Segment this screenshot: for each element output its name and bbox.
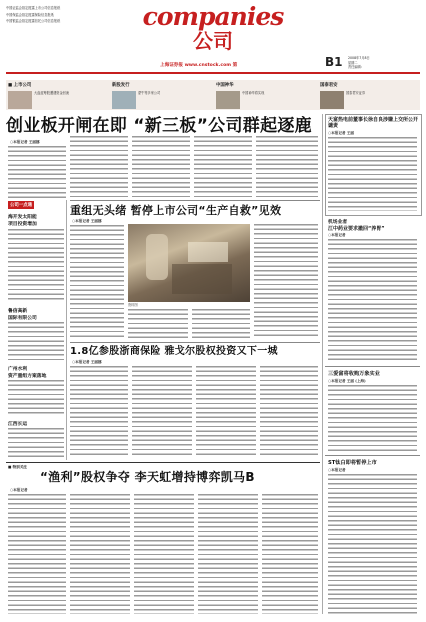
third-byline: ○本报记者 王丽娜 bbox=[72, 360, 102, 364]
main-story-column bbox=[194, 136, 252, 198]
teaser-title: 新股发行 bbox=[112, 83, 130, 88]
sidebar-item-subtitle: 国际有限公司 bbox=[8, 316, 37, 321]
sidebar-item-title[interactable]: 海开发太阳能 bbox=[8, 215, 37, 220]
section-rule bbox=[70, 200, 320, 201]
bottom-label: ■ 特别关注 bbox=[8, 465, 28, 469]
right-story-byline: ○本报记者 王丽 (上海) bbox=[328, 379, 366, 383]
teaser-item[interactable] bbox=[8, 82, 110, 95]
paper-logo: 上海证券报 www.cnstock.com 第 bbox=[160, 63, 238, 68]
third-headline[interactable]: 1.8亿参股浙商保险 雅戈尔股权投资又下一城 bbox=[70, 346, 278, 357]
second-story-column bbox=[128, 309, 188, 339]
top-teaser-strip bbox=[6, 80, 420, 110]
sidebar-item-body bbox=[8, 428, 64, 458]
sidebar-item-title[interactable]: 江西长运 bbox=[8, 422, 28, 427]
third-story-column bbox=[260, 366, 318, 458]
bottom-story-column bbox=[134, 494, 194, 614]
photo-caption: 资料图 bbox=[128, 303, 138, 307]
main-story-column bbox=[132, 136, 190, 198]
sidebar-item-body bbox=[8, 380, 64, 416]
teaser-item[interactable] bbox=[216, 82, 318, 95]
second-story-column bbox=[70, 225, 124, 339]
sidebar-item-subtitle: 项目投资增加 bbox=[8, 222, 37, 227]
right-story-body bbox=[328, 385, 417, 451]
sidebar-label: 公司一点通 bbox=[10, 203, 32, 208]
bottom-story-column bbox=[262, 494, 318, 614]
page-date: 2008年7月8日 bbox=[348, 56, 370, 60]
main-headline[interactable]: 创业板开闸在即 “新三板”公司群起逐鹿 bbox=[6, 116, 312, 136]
right-story-body bbox=[328, 137, 417, 211]
bottom-headline[interactable]: “渔利”股权争夺 李天虹增持博弈凯马B bbox=[40, 470, 255, 484]
right-story-subheadline: 江中药业要求撤回“养胃” bbox=[328, 226, 385, 232]
sidebar-item-body bbox=[8, 322, 64, 360]
teaser-item[interactable] bbox=[320, 82, 422, 95]
masthead-rule bbox=[6, 72, 420, 74]
right-story-byline: ○本报记者 王丽 bbox=[328, 131, 354, 135]
third-story-column bbox=[132, 366, 192, 458]
page-number: B1 bbox=[325, 55, 343, 69]
sidebar-item-subtitle: 资产重组方案落地 bbox=[8, 374, 47, 379]
sidebar-item-title[interactable]: 鲁信高新 bbox=[8, 309, 28, 314]
right-story-headline[interactable]: 天富热电前董事长徐自良涉嫌上交所公开谴责 bbox=[328, 117, 419, 129]
right-story-headline[interactable]: 三爱富将收购万象实业 bbox=[328, 371, 380, 377]
masthead bbox=[0, 4, 426, 52]
header-note: 中国证监会指定披露上市公司信息报纸 bbox=[6, 6, 61, 10]
right-story-body bbox=[328, 239, 417, 363]
teaser-text: 蒙牛等多家公司 bbox=[138, 91, 161, 95]
masthead-chinese: 公司 bbox=[193, 29, 233, 53]
main-story-column bbox=[70, 136, 128, 198]
section-rule bbox=[325, 366, 420, 367]
main-story-column bbox=[256, 136, 318, 198]
teaser-title: 中国神华 bbox=[216, 83, 234, 88]
right-story-headline[interactable]: ST钛白即将暂停上市 bbox=[328, 460, 377, 466]
teaser-photo bbox=[216, 91, 240, 109]
teaser-photo bbox=[320, 91, 344, 109]
masthead-english: companies bbox=[142, 2, 284, 31]
page-weekday: 星期二 bbox=[348, 60, 358, 65]
third-story-column bbox=[196, 366, 256, 458]
bottom-story-column bbox=[70, 494, 130, 614]
second-story-column bbox=[192, 309, 250, 339]
teaser-title: 国泰君安 bbox=[320, 83, 338, 88]
news-photo bbox=[128, 224, 250, 302]
page-editor: 责任编辑: bbox=[348, 65, 362, 70]
teaser-photo bbox=[112, 91, 136, 109]
teaser-text: 国泰君安证券 bbox=[346, 91, 366, 95]
sidebar-item-body bbox=[8, 229, 64, 301]
second-headline[interactable]: 重组无头绪 暂停上市公司“生产自救”见效 bbox=[70, 204, 282, 217]
teaser-item[interactable] bbox=[112, 82, 214, 95]
second-byline: ○本报记者 王丽娜 bbox=[72, 219, 102, 223]
main-story-column bbox=[8, 146, 66, 198]
section-rule bbox=[325, 455, 420, 456]
teaser-title: ■ 上市公司 bbox=[8, 83, 32, 88]
right-column-divider bbox=[322, 114, 323, 614]
right-story-byline: ○本报记者 bbox=[328, 468, 346, 472]
bottom-byline: ○本报记者 bbox=[10, 488, 28, 492]
section-rule bbox=[6, 462, 320, 463]
sidebar-item-title[interactable]: 广州水利 bbox=[8, 367, 28, 372]
right-story-body bbox=[328, 474, 417, 614]
right-story-headline[interactable]: 机场业者 bbox=[328, 220, 348, 225]
third-story-column bbox=[70, 366, 128, 458]
teaser-photo bbox=[8, 91, 32, 109]
bottom-story-column bbox=[8, 494, 66, 614]
header-note: 中国保监会指定披露保险信息报纸 bbox=[6, 12, 54, 17]
sidebar-divider bbox=[66, 200, 67, 460]
teaser-text: 中国神华将实现 bbox=[242, 91, 265, 95]
teaser-text: 大盘蓝筹股遭遇资金回流 bbox=[34, 91, 70, 95]
header-note: 中国银监会指定披露信托公司信息报纸 bbox=[6, 19, 61, 24]
main-byline: ○本报记者 王丽娜 bbox=[10, 140, 40, 144]
page-meta bbox=[348, 56, 420, 70]
bottom-story-column bbox=[198, 494, 258, 614]
second-story-column bbox=[254, 224, 318, 339]
right-story-byline: ○本报记者 bbox=[328, 233, 346, 237]
section-rule bbox=[70, 342, 320, 343]
